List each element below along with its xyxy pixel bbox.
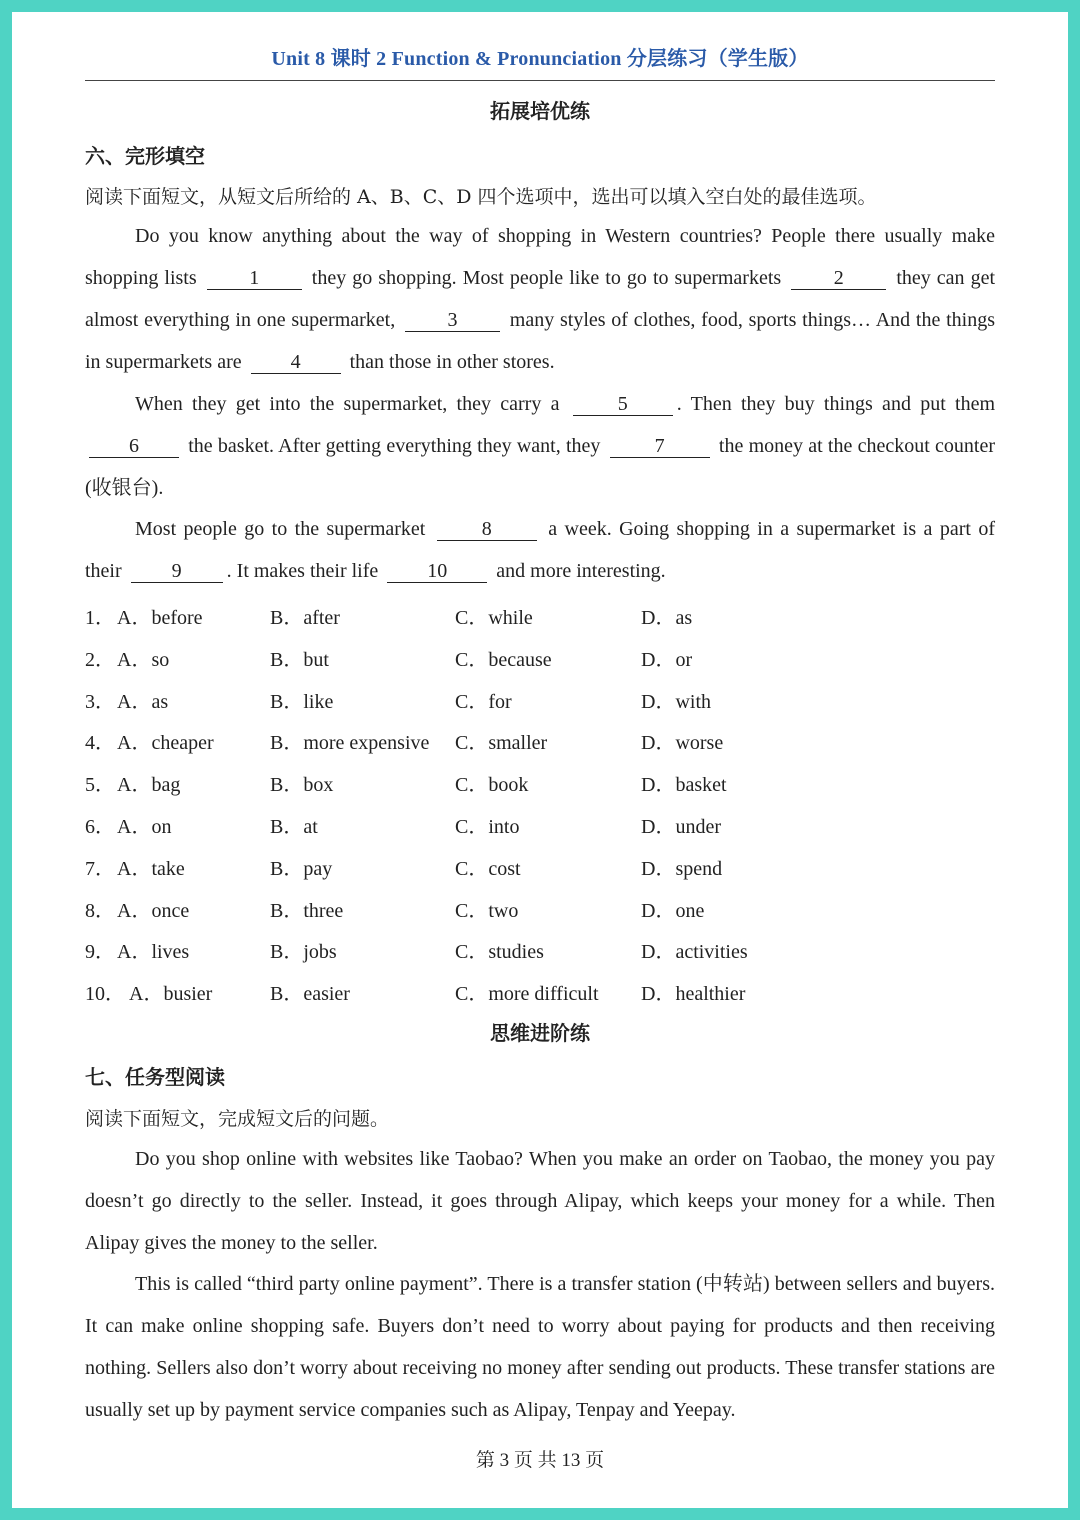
option-d: D．basket <box>641 774 727 797</box>
question-number: 4． <box>85 732 115 755</box>
option-row <box>85 935 995 977</box>
p2-text-3: the basket. After getting everything they want, they <box>188 435 601 457</box>
option-a: A．busier <box>129 983 213 1006</box>
question-number: 6． <box>85 815 115 838</box>
question-number: 10． <box>85 983 125 1006</box>
option-row <box>85 601 995 643</box>
p3-text-3: . It makes their life <box>226 560 379 582</box>
blank-7: 7 <box>610 435 710 458</box>
blank-10: 10 <box>387 560 487 583</box>
option-d: D．activities <box>641 941 748 964</box>
option-b: B．more expensive <box>270 732 430 755</box>
option-c: C．more difficult <box>455 983 599 1006</box>
option-row <box>85 643 995 685</box>
p1-text-5: than those in other stores. <box>349 351 555 373</box>
option-a: A．before <box>117 607 203 629</box>
option-c: C．cost <box>455 857 521 880</box>
blank-3: 3 <box>405 309 500 332</box>
option-b: B．but <box>270 648 329 671</box>
option-a: A．take <box>117 857 185 880</box>
option-d: D．under <box>641 815 721 838</box>
option-c: C．two <box>455 899 519 922</box>
blank-2: 2 <box>791 267 886 290</box>
page-header: Unit 8 课时 2 Function & Pronunciation 分层练习（学生版） <box>271 48 809 70</box>
header-divider <box>85 80 995 81</box>
option-a: A．lives <box>117 941 190 964</box>
p1-text-1: Do you know anything about the way of shopping in Western countries? People there usually make shopping lists <box>85 225 995 289</box>
part7-instruction: 阅读下面短文，完成短文后的问题。 <box>85 1108 390 1130</box>
option-d: D．one <box>641 899 705 922</box>
option-c: C．smaller <box>455 732 548 755</box>
cloze-paragraph-1 <box>85 215 995 383</box>
option-row <box>85 726 995 768</box>
option-row <box>85 685 995 727</box>
option-row <box>85 977 995 1019</box>
question-number: 2． <box>85 648 115 671</box>
p1-text-3: they can get almost everything in one supermarket, <box>85 267 996 331</box>
question-number: 5． <box>85 774 115 797</box>
blank-8: 8 <box>437 518 537 541</box>
p1-text-4: many styles of clothes, food, sports things… And the things in supermarkets are <box>85 309 996 373</box>
option-b: B．at <box>270 815 318 838</box>
option-b: B．three <box>270 899 344 922</box>
option-row <box>85 894 995 936</box>
question-number: 3． <box>85 690 115 713</box>
option-a: A．cheaper <box>117 732 214 755</box>
document-page <box>12 12 1068 1508</box>
blank-4: 4 <box>251 351 341 374</box>
option-d: D．as <box>641 607 693 629</box>
option-row <box>85 810 995 852</box>
p3-text-4: and more interesting. <box>496 560 666 582</box>
part7-heading: 七、任务型阅读 <box>85 1065 225 1089</box>
option-b: B．after <box>270 607 340 629</box>
option-c: C．while <box>455 607 533 629</box>
option-c: C．for <box>455 690 512 713</box>
question-number: 1． <box>85 607 115 629</box>
option-a: A．so <box>117 648 170 671</box>
p1-text-2: they go shopping. Most people like to go to supermarkets <box>311 267 782 289</box>
p3-text-1: Most people go to the supermarket <box>135 518 426 540</box>
section-title-extension: 拓展培优练 <box>490 99 590 123</box>
p3-text-2: a week. Going shopping in a supermarket is a part of their <box>85 518 996 582</box>
option-c: C．into <box>455 815 520 838</box>
option-b: B．box <box>270 774 334 797</box>
p2-text-2: . Then they buy things and put them <box>676 393 995 415</box>
part6-instruction: 阅读下面短文，从短文后所给的 A、B、C、D 四个选项中，选出可以填入空白处的最佳选项。 <box>85 186 877 208</box>
page-footer: 第 3 页 共 13 页 <box>475 1450 605 1471</box>
option-c: C．book <box>455 774 529 797</box>
option-d: D．with <box>641 690 711 713</box>
option-row <box>85 852 995 894</box>
question-number: 8． <box>85 899 115 922</box>
question-number: 7． <box>85 857 115 880</box>
option-d: D．worse <box>641 732 724 755</box>
blank-9: 9 <box>131 560 223 583</box>
option-b: B．easier <box>270 983 350 1006</box>
option-d: D．spend <box>641 857 723 880</box>
part6-heading: 六、完形填空 <box>85 144 205 168</box>
reading-paragraph-1: Do you shop online with websites like Taobao? When you make an order on Taobao, the money you pay doesn’t go directly to the seller. Instead, it goes through Alipay, which keeps your money for a while. Then Alipay gives the money to the seller. <box>85 1148 995 1254</box>
option-b: B．like <box>270 690 334 713</box>
option-b: B．jobs <box>270 941 337 964</box>
option-c: C．studies <box>455 941 544 964</box>
cloze-paragraph-3 <box>85 508 995 592</box>
option-a: A．bag <box>117 774 181 797</box>
options-list <box>85 601 995 1019</box>
option-a: A．once <box>117 899 190 922</box>
option-a: A．as <box>117 690 169 713</box>
p2-text-1: When they get into the supermarket, they carry a <box>135 393 560 415</box>
option-b: B．pay <box>270 857 333 880</box>
section-title-advanced: 思维进阶练 <box>490 1021 590 1045</box>
option-d: D．or <box>641 648 693 671</box>
question-number: 9． <box>85 941 115 964</box>
blank-1: 1 <box>207 267 302 290</box>
blank-5: 5 <box>573 393 673 416</box>
option-c: C．because <box>455 648 552 671</box>
option-row <box>85 768 995 810</box>
option-d: D．healthier <box>641 983 746 1006</box>
p2-text-4: the money at the checkout counter (收银台). <box>85 435 995 499</box>
cloze-paragraph-2 <box>85 383 995 509</box>
option-a: A．on <box>117 815 172 838</box>
reading-paragraph-2: This is called “third party online payment”. There is a transfer station (中转站) between sellers and buyers. It can make online shopping safe. Buyers don’t need to worry about paying for products and then receiving nothing. Sellers also don’t worry about receiving no money after sending out products. These transfer stations are usually set up by payment service companies such as Alipay, Tenpay and Yeepay. <box>85 1273 995 1421</box>
blank-6: 6 <box>89 435 179 458</box>
